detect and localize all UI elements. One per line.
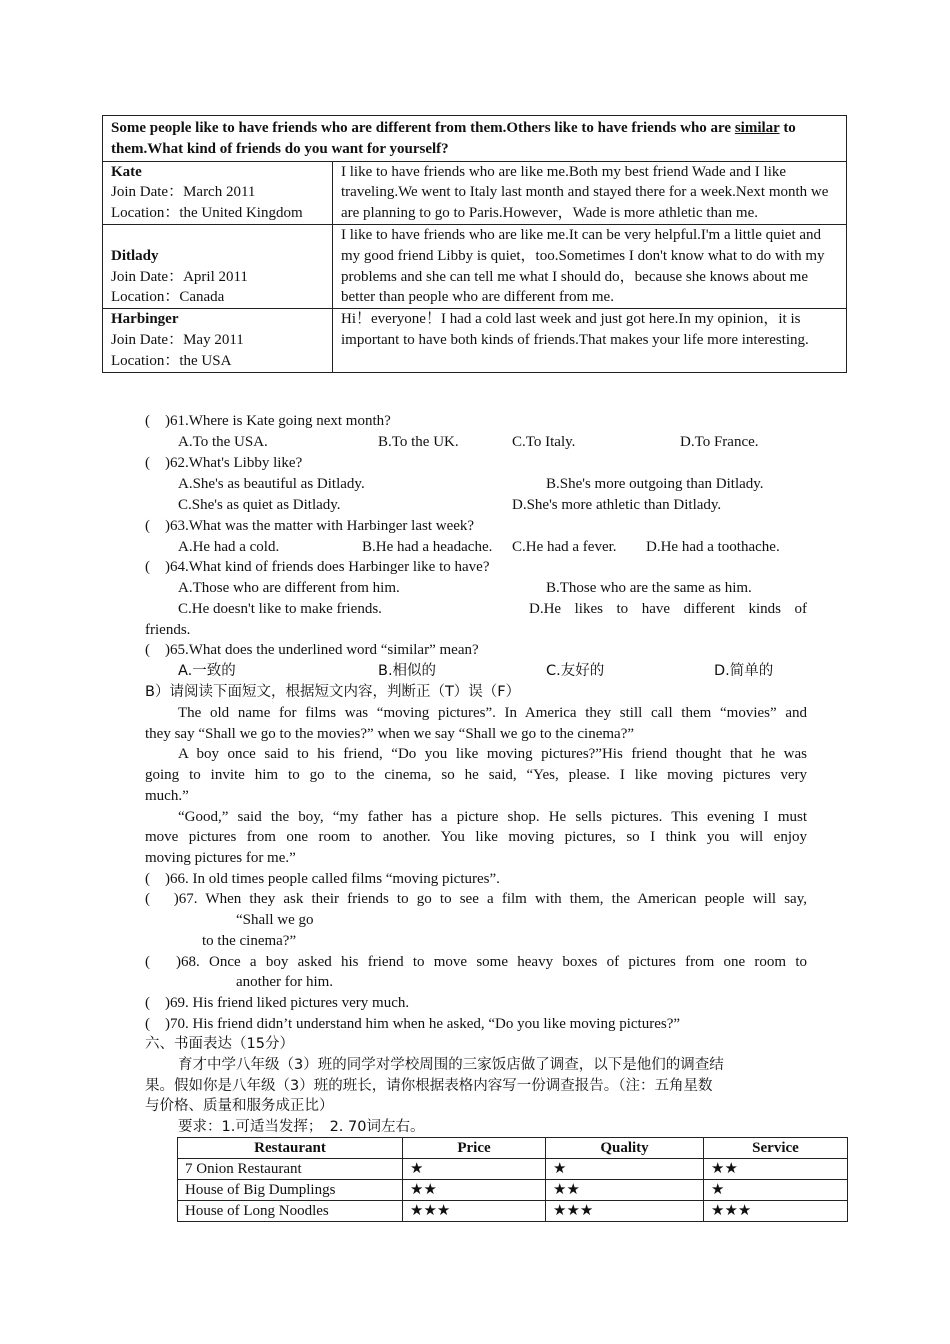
quality-rating: ★★ [546, 1180, 704, 1201]
join-date: Join Date：May 2011 [111, 331, 244, 348]
q62-option-d: D.She's more athletic than Ditlady. [512, 497, 722, 513]
user-name: Kate [111, 163, 142, 180]
q61-option-b: B.To the UK. [378, 434, 459, 450]
forum-row-harbinger [103, 309, 847, 372]
user-info-kate [103, 161, 333, 224]
header-quality: Quality [546, 1138, 704, 1159]
q69: ( )69. His friend liked pictures very much. [145, 995, 410, 1011]
service-rating: ★★★ [704, 1201, 848, 1222]
survey-header-row [178, 1138, 848, 1159]
question-text-1: Some people like to have friends who are different from them.Others like to have friends who are [111, 120, 735, 136]
survey-row [178, 1159, 848, 1180]
price-rating: ★★★ [403, 1201, 546, 1222]
forum-row-kate [103, 161, 847, 224]
forum-question [103, 116, 847, 162]
q67-line3: to the cinema?” [202, 933, 297, 949]
q64-option-a: A.Those who are different from him. [178, 580, 400, 596]
price-rating: ★★ [403, 1180, 546, 1201]
q62-option-b: B.She's more outgoing than Ditlady. [546, 476, 764, 492]
passage-p2-line1: A boy once said to his friend, “Do you like moving pictures?”His friend thought that he was [178, 746, 807, 762]
user-info-ditlady [103, 224, 333, 308]
post-kate: I like to have friends who are like me.Both my best friend Wade and I like traveling.We went to Italy last month and stayed there for a week.Next month we are planning to go to Paris.However，Wade is more athletic than me. [333, 161, 847, 224]
passage-p3-line2: move pictures from one room to another. You like moving pictures, so I think you will enjoy [145, 829, 807, 845]
service-rating: ★ [704, 1180, 848, 1201]
q68-line2: another for him. [236, 974, 334, 990]
passage-p1-line2: they say “Shall we go to the movies?” when we say “Shall we go to the cinema?” [145, 726, 635, 742]
q61-option-d: D.To France. [680, 434, 759, 450]
q70: ( )70. His friend didn’t understand him when he asked, “Do you like moving pictures?” [145, 1016, 681, 1032]
q64-stem: ( )64.What kind of friends does Harbinger like to have? [145, 559, 490, 575]
q63-option-b: B.He had a headache. [362, 539, 493, 555]
q65-option-b: B.相似的 [378, 663, 437, 679]
writing-instructions-line3: 与价格、质量和服务成正比） [145, 1098, 334, 1114]
price-rating: ★ [403, 1159, 546, 1180]
q63-option-d: D.He had a toothache. [646, 539, 780, 555]
location: Location：Canada [111, 289, 225, 306]
writing-instructions-line1: 育才中学八年级（3）班的同学对学校周围的三家饭店做了调查，以下是他们的调查结 [178, 1057, 724, 1073]
survey-row [178, 1180, 848, 1201]
q67-line2: “Shall we go [236, 912, 314, 928]
q65-stem: ( )65.What does the underlined word “similar” mean? [145, 642, 479, 658]
restaurant-name: 7 Onion Restaurant [178, 1159, 403, 1180]
writing-requirements: 要求：1.可适当发挥； 2. 70词左右。 [178, 1119, 425, 1135]
partb-heading: B）请阅读下面短文，根据短文内容，判断正（T）误（F） [145, 684, 521, 700]
passage-p2-line3: much.” [145, 788, 189, 804]
q63-option-c: C.He had a fever. [512, 539, 617, 555]
service-rating: ★★ [704, 1159, 848, 1180]
q65-option-d: D.简单的 [714, 663, 774, 679]
post-ditlady: I like to have friends who are like me.It can be very helpful.I'm a little quiet and my good friend Libby is quiet，too.Sometimes I don't know what to do with my problems and she can tell me what I should do，because she knows about me better than people who are different from me. [333, 224, 847, 308]
question-text-2: to them.What kind of friends do you want for yourself? [111, 120, 796, 157]
q62-option-a: A.She's as beautiful as Ditlady. [178, 476, 365, 492]
q64-option-c: C.He doesn't like to make friends. [178, 601, 382, 617]
passage-p1-line1: The old name for films was “moving pictures”. In America they still call them “movies” and [178, 705, 807, 721]
q63-option-a: A.He had a cold. [178, 539, 280, 555]
q64-option-b: B.Those who are the same as him. [546, 580, 752, 596]
header-service: Service [704, 1138, 848, 1159]
q61-stem: ( )61.Where is Kate going next month? [145, 413, 391, 429]
user-info-harbinger [103, 309, 333, 372]
restaurant-name: House of Big Dumplings [178, 1180, 403, 1201]
location: Location：the USA [111, 352, 232, 369]
passage-p2-line2: going to invite him to go to the cinema, so he said, “Yes, please. I like moving pictures very [145, 767, 807, 783]
header-price: Price [403, 1138, 546, 1159]
passage-p3-line3: moving pictures for me.” [145, 850, 296, 866]
post-harbinger: Hi！everyone！I had a cold last week and just got here.In my opinion，it is important to have both kinds of friends.That makes your life more interesting. [333, 309, 847, 372]
location: Location：the United Kingdom [111, 205, 303, 222]
quality-rating: ★ [546, 1159, 704, 1180]
q62-option-c: C.She's as quiet as Ditlady. [178, 497, 341, 513]
restaurant-name: House of Long Noodles [178, 1201, 403, 1222]
header-restaurant: Restaurant [178, 1138, 403, 1159]
q65-option-c: C.友好的 [546, 663, 605, 679]
q64-option-d-cont: friends. [145, 622, 191, 638]
survey-row [178, 1201, 848, 1222]
passage-p3-line1: “Good,” said the boy, “my father has a picture shop. He sells pictures. This evening I must [178, 809, 807, 825]
q61-option-a: A.To the USA. [178, 434, 268, 450]
survey-table [177, 1137, 848, 1222]
question-underlined-word: similar [734, 120, 780, 136]
quality-rating: ★★★ [546, 1201, 704, 1222]
forum-question-row [103, 116, 847, 162]
q63-stem: ( )63.What was the matter with Harbinger last week? [145, 518, 475, 534]
user-name: Ditlady [111, 247, 159, 264]
user-name: Harbinger [111, 311, 179, 328]
join-date: Join Date：April 2011 [111, 268, 248, 285]
join-date: Join Date：March 2011 [111, 184, 256, 201]
q61-option-c: C.To Italy. [512, 434, 576, 450]
q68-line1: ( )68. Once a boy asked his friend to move some heavy boxes of pictures from one room to [145, 954, 807, 970]
forum-row-ditlady [103, 224, 847, 308]
writing-heading: 六、书面表达（15分） [145, 1036, 294, 1052]
writing-instructions-line2: 果。假如你是八年级（3）班的班长，请你根据表格内容写一份调查报告。（注：五角星数 [145, 1078, 713, 1094]
q66: ( )66. In old times people called films “moving pictures”. [145, 871, 500, 887]
q64-option-d: D.He likes to have different kinds of [529, 601, 807, 617]
q65-option-a: A.一致的 [178, 663, 236, 679]
q62-stem: ( )62.What's Libby like? [145, 455, 303, 471]
forum-table [102, 115, 847, 373]
q67-line1: ( )67. When they ask their friends to go to see a film with them, the American people will say, [145, 891, 807, 907]
